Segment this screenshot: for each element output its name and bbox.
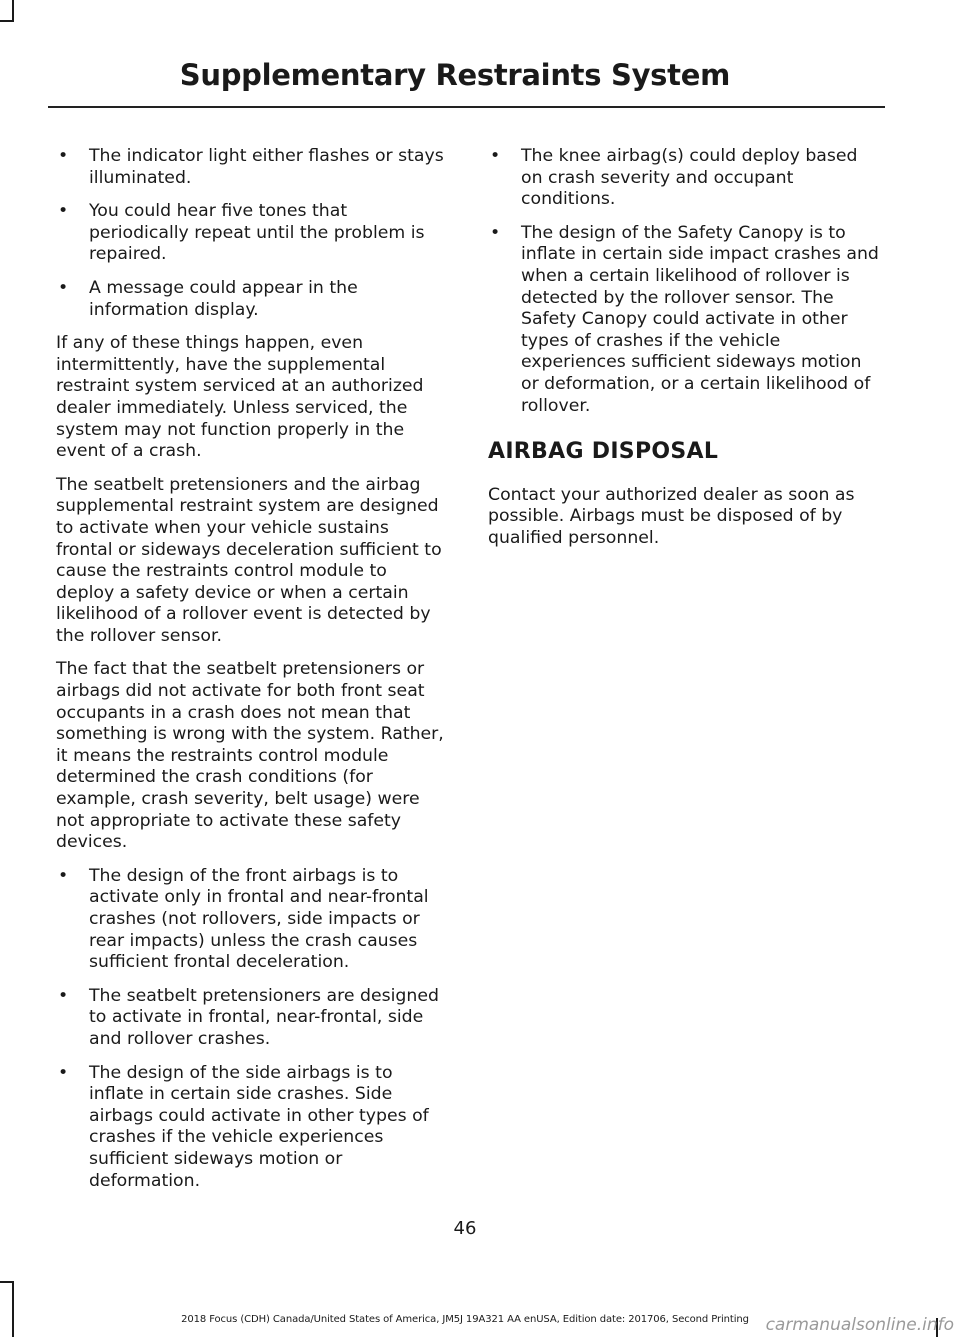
paragraph: The seatbelt pretensioners and the airbag supplemental restraint system are designed to activate when your vehicle sustains frontal or sideways deceleration sufficient to cause the restraints control module to deploy a safety device or when a certain likelihood of a rollover event is detected by the rollover sensor. xyxy=(56,474,442,646)
list-item xyxy=(56,278,448,321)
page-title: Supplementary Restraints System xyxy=(179,58,730,92)
list-item xyxy=(488,223,880,417)
section-heading-airbag-disposal: AIRBAG DISPOSAL xyxy=(488,439,719,465)
paragraph: If any of these things happen, even intermittently, have the supplemental restraint system serviced at an authorized dealer immediately. Unless serviced, the system may not function properly in the event of a crash. xyxy=(56,333,424,462)
list-item-text: A message could appear in the information display. xyxy=(89,277,358,320)
crop-mark-bottom-left-horizontal xyxy=(0,1281,14,1283)
crop-mark-top-left-vertical xyxy=(12,0,14,22)
title-rule xyxy=(48,106,885,108)
list-item xyxy=(56,986,448,1051)
list-item-text: The design of the side airbags is to inflate in certain side crashes. Side airbags could activate in other types of crashes if the vehicle experiences sufficient sideways motion or deformation. xyxy=(89,1062,429,1191)
list-item xyxy=(488,146,880,211)
list-item xyxy=(56,1063,448,1193)
indicator-bullet-list xyxy=(56,146,448,321)
bullet-glyph: • xyxy=(58,1062,69,1083)
watermark: carmanualsonline.info xyxy=(765,1315,954,1335)
list-item-text: The knee airbag(s) could deploy based on crash severity and occupant conditions. xyxy=(521,146,858,210)
crop-mark-bottom-left-vertical xyxy=(12,1281,14,1337)
bullet-glyph: • xyxy=(58,146,69,166)
left-column xyxy=(56,146,448,1204)
list-item-text: The design of the front airbags is to activate only in frontal and near-frontal crashes (not rollovers, side impacts or rear impacts) unless the crash causes sufficient frontal deceleration. xyxy=(89,865,429,973)
paragraph: Contact your authorized dealer as soon as possible. Airbags must be disposed of by qualified personnel. xyxy=(488,484,855,548)
airbag-deploy-bullet-list xyxy=(488,146,880,417)
list-item-text: The seatbelt pretensioners are designed to activate in frontal, near-frontal, side and rollover crashes. xyxy=(89,985,439,1049)
page-number: 46 xyxy=(453,1218,477,1239)
list-item-text: You could hear five tones that periodically repeat until the problem is repaired. xyxy=(89,201,425,265)
footer-edition-info: 2018 Focus (CDH) Canada/United States of America, JM5J 19A321 AA enUSA, Edition date: 201706, Second Printing xyxy=(181,1314,749,1325)
airbag-design-bullet-list xyxy=(56,866,448,1192)
list-item xyxy=(56,866,448,974)
list-item-text: The design of the Safety Canopy is to inflate in certain side impact crashes and when a certain likelihood of rollover is detected by the rollover sensor. The Safety Canopy could activate in other types of crashes if the vehicle experiences sufficient sideways motion or deformation, or a certain likelihood of rollover. xyxy=(521,222,879,416)
paragraph: The fact that the seatbelt pretensioners or airbags did not activate for both front seat occupants in a crash does not mean that something is wrong with the system. Rather, it means the restraints control module determined the crash conditions (for example, crash severity, belt usage) were not appropriate to activate these safety devices. xyxy=(56,659,444,853)
bullet-glyph: • xyxy=(58,277,69,298)
right-column xyxy=(488,146,880,562)
bullet-glyph: • xyxy=(490,222,501,243)
bullet-glyph: • xyxy=(58,865,69,886)
bullet-glyph: • xyxy=(490,146,501,166)
crop-mark-top-left-horizontal xyxy=(0,20,14,22)
list-item-text: The indicator light either flashes or stays illuminated. xyxy=(89,146,444,188)
bullet-glyph: • xyxy=(58,985,69,1006)
list-item xyxy=(56,146,448,189)
bullet-glyph: • xyxy=(58,201,69,222)
list-item xyxy=(56,201,448,266)
